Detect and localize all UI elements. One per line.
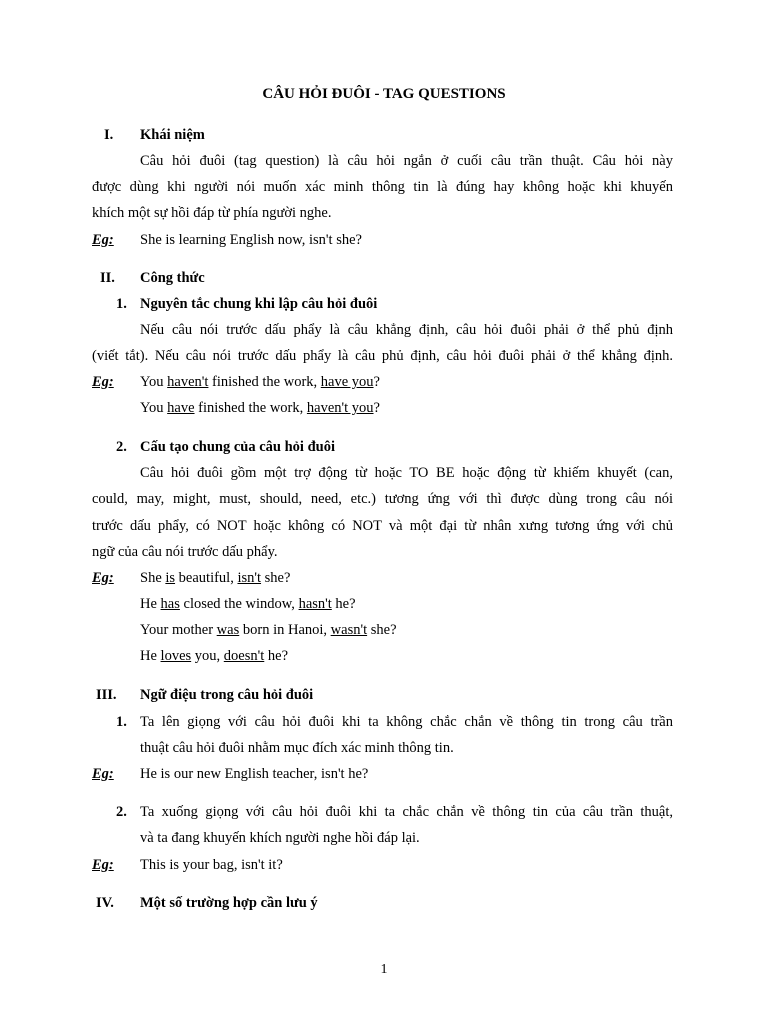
example-sentence: She is beautiful, isn't she? [140, 570, 291, 586]
section-4-heading: Một số trường hợp cần lưu ý [140, 895, 318, 911]
eg-label: Eg: [92, 857, 114, 873]
paragraph-line: Nếu câu nói trước dấu phẩy là câu khẳng định, câu hỏi đuôi phải ở thể phủ định [140, 322, 673, 338]
paragraph-line: thuật câu hỏi đuôi nhằm mục đích xác minh thông tin. [140, 740, 454, 756]
eg-label: Eg: [92, 374, 114, 390]
section-3-heading: Ngữ điệu trong câu hỏi đuôi [140, 687, 314, 703]
example-sentence: Your mother was born in Hanoi, wasn't she? [140, 622, 397, 638]
subsection-3-1-number: 1. [116, 714, 127, 730]
paragraph-line: (viết tắt). Nếu câu nói trước dấu phẩy là câu phủ định, câu hỏi đuôi phải ở thể khẳng định. [92, 348, 673, 364]
subsection-2-2-number: 2. [116, 439, 127, 455]
section-2-number: II. [100, 270, 115, 286]
eg-label: Eg: [92, 232, 114, 248]
eg-label: Eg: [92, 570, 114, 586]
paragraph-line: trước dấu phẩy, có NOT hoặc không có NOT và một đại từ nhân xưng tương ứng với chủ [92, 518, 673, 534]
example-sentence: He has closed the window, hasn't he? [140, 596, 356, 612]
example-sentence: She is learning English now, isn't she? [140, 232, 362, 248]
section-4-number: IV. [96, 895, 114, 911]
paragraph-line: Ta lên giọng với câu hỏi đuôi khi ta không chắc chắn về thông tin trong câu trần [140, 714, 673, 730]
paragraph-line: Câu hỏi đuôi (tag question) là câu hỏi ngắn ở cuối câu trần thuật. Câu hỏi này [140, 153, 673, 169]
section-2-heading: Công thức [140, 270, 205, 286]
example-sentence: You haven't finished the work, have you? [140, 374, 380, 390]
subsection-2-1-number: 1. [116, 296, 127, 312]
example-sentence: He loves you, doesn't he? [140, 648, 289, 664]
paragraph-line: ngữ của câu nói trước dấu phẩy. [92, 544, 278, 560]
subsection-2-1-heading: Nguyên tắc chung khi lập câu hỏi đuôi [140, 296, 378, 312]
section-3-number: III. [96, 687, 117, 703]
paragraph-line: Ta xuống giọng với câu hỏi đuôi khi ta chắc chắn về thông tin của câu trần thuật, [140, 804, 673, 820]
paragraph-line: Câu hỏi đuôi gồm một trợ động từ hoặc TO BE hoặc động từ khiếm khuyết (can, [140, 465, 673, 481]
paragraph-line: được dùng khi người nói muốn xác minh thông tin là đúng hay không hoặc khi khuyến [92, 179, 673, 195]
page-number: 1 [380, 962, 388, 977]
subsection-3-2-number: 2. [116, 804, 127, 820]
example-sentence: You have finished the work, haven't you? [140, 400, 380, 416]
eg-label: Eg: [92, 766, 114, 782]
paragraph-line: và ta đang khuyến khích người nghe hồi đáp lại. [140, 830, 420, 846]
document-title: CÂU HỎI ĐUÔI - TAG QUESTIONS [262, 86, 506, 102]
example-sentence: He is our new English teacher, isn't he? [140, 766, 369, 782]
subsection-2-2-heading: Cấu tạo chung của câu hỏi đuôi [140, 439, 335, 455]
paragraph-line: could, may, might, must, should, need, etc.) tương ứng với thì được dùng trong câu nói [92, 491, 673, 507]
section-1-number: I. [104, 127, 114, 143]
example-sentence: This is your bag, isn't it? [140, 857, 283, 873]
section-1-heading: Khái niệm [140, 127, 205, 143]
paragraph-line: khích một sự hồi đáp từ phía người nghe. [92, 205, 332, 221]
